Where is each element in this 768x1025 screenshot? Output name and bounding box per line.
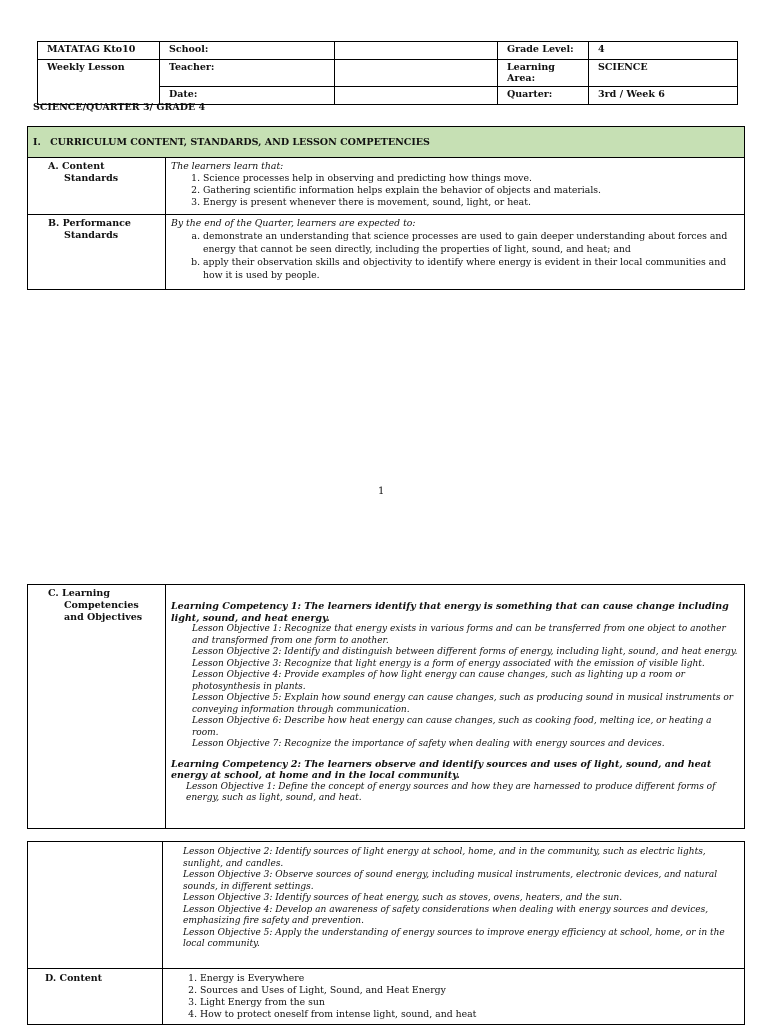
lesson-objective: Lesson Objective 1: Define the concept of energy sources and how they are harnessed to produce different forms of energy, such as light, sound, and heat.	[186, 781, 716, 803]
date-value[interactable]	[335, 87, 498, 105]
lesson-objective: Lesson Objective 7: Recognize the importance of safety when dealing with energy sources and devices.	[192, 739, 665, 749]
performance-standards-body	[166, 215, 745, 290]
quarter-label: Quarter:	[498, 87, 589, 105]
quarter-value: 3rd / Week 6	[589, 87, 738, 105]
school-value[interactable]	[335, 42, 498, 60]
area-label: Learning Area:	[498, 60, 589, 87]
lesson-objective: Lesson Objective 5: Explain how sound energy can cause changes, such as producing sound in musical instruments or conveying information through communication.	[192, 693, 734, 715]
content-standards-intro: The learners learn that:	[171, 161, 284, 172]
document-subtitle: SCIENCE/QUARTER 3/ GRADE 4	[33, 102, 206, 113]
list-item: 1. Energy is Everywhere	[200, 973, 739, 985]
school-label: School:	[160, 42, 335, 60]
page-number: 1	[378, 486, 385, 497]
date-label: Date:	[160, 87, 335, 105]
area-value: SCIENCE	[589, 60, 738, 87]
header-table	[37, 41, 738, 105]
lesson-objective: Lesson Objective 2: Identify sources of light energy at school, home, and in the community, such as electric lights, sunlight, and candles.	[183, 847, 706, 869]
competency-2: Learning Competency 2: The learners observe and identify sources and uses of light, sound, and heat energy at school, at home and in the local community.	[171, 758, 712, 781]
label-line: A. Content	[48, 161, 105, 172]
list-item: 3. Light Energy from the sun	[200, 997, 739, 1009]
lesson-objective: Lesson Objective 3: Recognize that light energy is a form of energy associated with the emission of visible light.	[192, 658, 705, 669]
lesson-objective: Lesson Objective 3: Observe sources of sound energy, including musical instruments, electronic devices, and natural sounds, in different settings.	[183, 870, 718, 892]
lesson-objective: Lesson Objective 3: Identify sources of heat energy, such as stoves, ovens, heaters, and the sun.	[183, 893, 623, 903]
label-line: B. Performance	[48, 218, 131, 229]
competency-1: Learning Competency 1: The learners identify that energy is something that can cause change including light, sound, and heat energy.	[171, 601, 729, 624]
list-item: b. apply their observation skills and objectivity to identify where energy is evident in their local communities and how it is used by people.	[203, 256, 739, 282]
competencies-table	[27, 584, 745, 829]
content-body	[163, 969, 745, 1025]
performance-standards-intro: By the end of the Quarter, learners are expected to:	[171, 218, 416, 229]
list-item: 2. Gathering scientific information helps explain the behavior of objects and materials.	[203, 185, 739, 197]
program-line1: MATATAG Kto10	[38, 42, 160, 60]
competencies-label	[28, 585, 166, 829]
section-heading	[28, 127, 745, 158]
label-line: Standards	[64, 173, 119, 184]
content-standards-label	[28, 158, 166, 215]
list-item: 1. Science processes help in observing and predicting how things move.	[203, 173, 739, 185]
continuation-body	[163, 842, 745, 969]
list-item: 3. Energy is present whenever there is movement, sound, light, or heat.	[203, 197, 739, 209]
teacher-label: Teacher:	[160, 60, 335, 87]
label-line: Standards	[64, 230, 119, 241]
list-item: a. demonstrate an understanding that science processes are used to gain deeper understanding about forces and energy that cannot be seen directly, including the properties of light, sound, and heat; and	[203, 230, 739, 256]
program-line2: Weekly Lesson	[38, 60, 160, 87]
section-title: CURRICULUM CONTENT, STANDARDS, AND LESSON COMPETENCIES	[50, 136, 430, 148]
continuation-table	[27, 841, 745, 1025]
grade-label: Grade Level:	[498, 42, 589, 60]
section-number: I.	[33, 136, 41, 148]
lesson-objective: Lesson Objective 5: Apply the understanding of energy sources to improve energy efficiency at school, home, or in the local community.	[183, 927, 725, 949]
grade-value: 4	[589, 42, 738, 60]
content-standards-body	[166, 158, 745, 215]
lesson-objective: Lesson Objective 1: Recognize that energy exists in various forms and can be transferred from one object to another and transformed from one form to another.	[192, 624, 726, 646]
lesson-objective: Lesson Objective 4: Provide examples of how light energy can cause changes, such as lighting up a room or photosynthesis in plants.	[192, 670, 685, 692]
lesson-objective: Lesson Objective 4: Develop an awareness of safety considerations when dealing with energy sources and devices, emphasizing fire safety and prevention.	[183, 904, 709, 926]
teacher-value[interactable]	[335, 60, 498, 87]
list-item: 4. How to protect oneself from intense light, sound, and heat	[200, 1009, 739, 1021]
lesson-objective: Lesson Objective 6: Describe how heat energy can cause changes, such as cooking food, melting ice, or heating a room.	[192, 716, 712, 738]
curriculum-table	[27, 126, 745, 290]
label-line: C. Learning	[48, 588, 110, 599]
competencies-body	[166, 585, 745, 829]
label-line: Competencies	[64, 600, 139, 611]
list-item: 2. Sources and Uses of Light, Sound, and Heat Energy	[200, 985, 739, 997]
continuation-label	[28, 842, 163, 969]
label-line: and Objectives	[64, 612, 143, 623]
performance-standards-label	[28, 215, 166, 290]
content-label: D. Content	[28, 969, 163, 1025]
lesson-objective: Lesson Objective 2: Identify and distinguish between different forms of energy, including light, sound, and heat energy.	[192, 647, 738, 657]
